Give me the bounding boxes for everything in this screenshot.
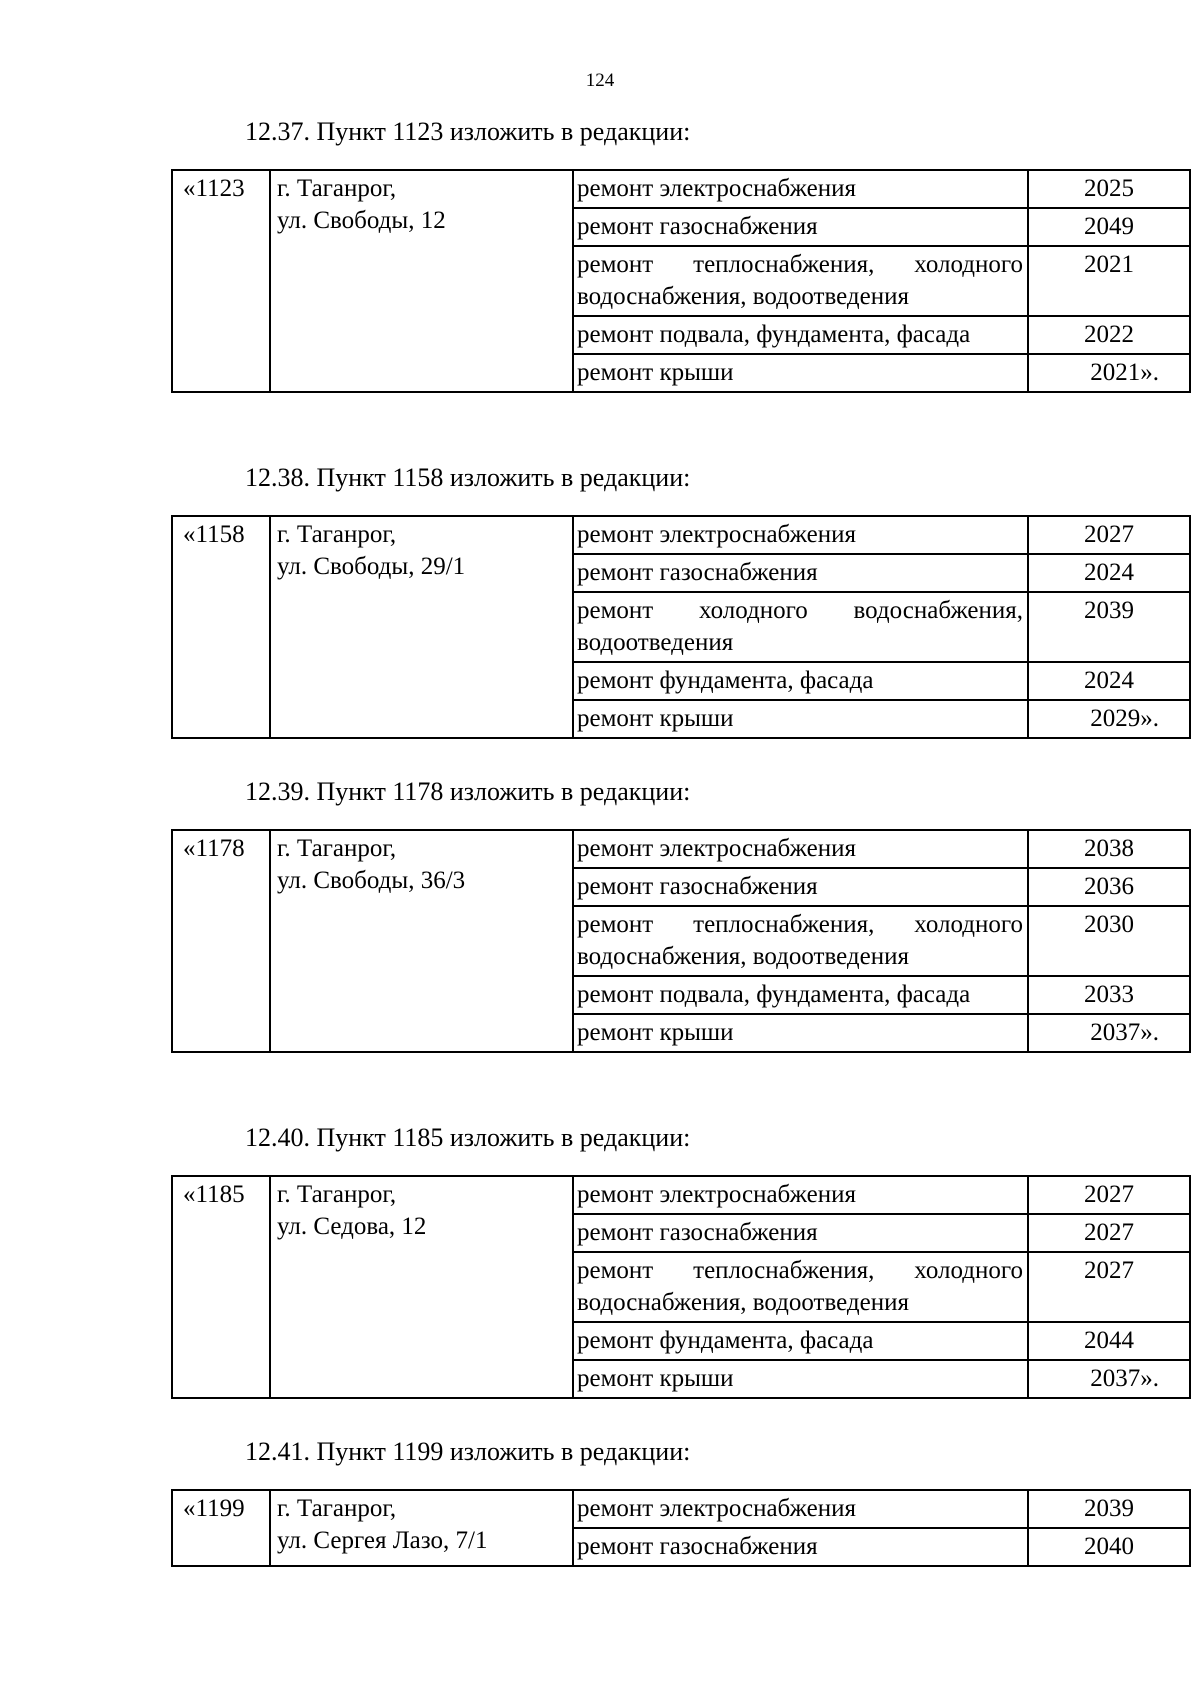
year-cell: 2027 — [1028, 1252, 1190, 1322]
work-cell: ремонт электроснабжения — [573, 830, 1028, 868]
amendment-table — [171, 515, 1191, 739]
address-city: г. Таганрог, — [277, 835, 397, 862]
item-number-cell: «1158 — [172, 516, 270, 738]
year-cell: 2044 — [1028, 1322, 1190, 1360]
address-street: ул. Седова, 12 — [277, 1213, 427, 1240]
work-cell: ремонт фундамента, фасада — [573, 662, 1028, 700]
item-number-cell: «1185 — [172, 1176, 270, 1398]
amendment-table — [171, 829, 1191, 1053]
address-street: ул. Свободы, 36/3 — [277, 867, 466, 894]
year-cell: 2027 — [1028, 1214, 1190, 1252]
work-cell: ремонт крыши — [573, 1014, 1028, 1052]
address-city: г. Таганрог, — [277, 1181, 397, 1208]
work-cell: ремонт электроснабжения — [573, 1176, 1028, 1214]
year-cell: 2027 — [1028, 1176, 1190, 1214]
page-number: 124 — [585, 70, 615, 91]
year-cell: 2040 — [1028, 1528, 1190, 1566]
address-street: ул. Свободы, 29/1 — [277, 553, 466, 580]
amendment-table — [171, 169, 1191, 393]
work-cell: ремонт газоснабжения — [573, 1528, 1028, 1566]
work-cell: ремонт крыши — [573, 1360, 1028, 1398]
work-cell: ремонт подвала, фундамента, фасада — [573, 316, 1028, 354]
amendment-table — [171, 1175, 1191, 1399]
address-city: г. Таганрог, — [277, 175, 397, 202]
work-cell: ремонт крыши — [573, 354, 1028, 392]
year-cell: 2037». — [1028, 1360, 1190, 1398]
year-cell: 2049 — [1028, 208, 1190, 246]
year-cell: 2038 — [1028, 830, 1190, 868]
work-cell: ремонт газоснабжения — [573, 868, 1028, 906]
table-row — [172, 1490, 1190, 1528]
address-city: г. Таганрог, — [277, 1495, 397, 1522]
section-heading: 12.41. Пункт 1199 изложить в редакции: — [245, 1437, 691, 1466]
item-number-cell: «1123 — [172, 170, 270, 392]
year-cell: 2037». — [1028, 1014, 1190, 1052]
section-heading: 12.39. Пункт 1178 изложить в редакции: — [245, 777, 691, 806]
work-cell: ремонт газоснабжения — [573, 208, 1028, 246]
work-cell: ремонт холодного водоснабжения, водоотведения — [573, 592, 1028, 662]
address-street: ул. Сергея Лазо, 7/1 — [277, 1527, 488, 1554]
year-cell: 2039 — [1028, 592, 1190, 662]
work-cell: ремонт газоснабжения — [573, 1214, 1028, 1252]
work-cell: ремонт подвала, фундамента, фасада — [573, 976, 1028, 1014]
work-cell: ремонт теплоснабжения, холодного водоснабжения, водоотведения — [573, 1252, 1028, 1322]
table-row — [172, 170, 1190, 208]
year-cell: 2033 — [1028, 976, 1190, 1014]
work-cell: ремонт теплоснабжения, холодного водоснабжения, водоотведения — [573, 906, 1028, 976]
amendment-table — [171, 1489, 1191, 1567]
address-street: ул. Свободы, 12 — [277, 207, 446, 234]
section-heading: 12.38. Пункт 1158 изложить в редакции: — [245, 463, 691, 492]
work-cell: ремонт электроснабжения — [573, 1490, 1028, 1528]
work-cell: ремонт газоснабжения — [573, 554, 1028, 592]
item-number-cell: «1199 — [172, 1490, 270, 1566]
address-cell — [270, 1490, 573, 1566]
item-number-cell: «1178 — [172, 830, 270, 1052]
address-cell — [270, 516, 573, 738]
year-cell: 2030 — [1028, 906, 1190, 976]
year-cell: 2024 — [1028, 554, 1190, 592]
address-cell — [270, 170, 573, 392]
address-city: г. Таганрог, — [277, 521, 397, 548]
year-cell: 2021». — [1028, 354, 1190, 392]
work-cell: ремонт электроснабжения — [573, 516, 1028, 554]
work-cell: ремонт фундамента, фасада — [573, 1322, 1028, 1360]
table-row — [172, 516, 1190, 554]
year-cell: 2027 — [1028, 516, 1190, 554]
year-cell: 2025 — [1028, 170, 1190, 208]
year-cell: 2022 — [1028, 316, 1190, 354]
year-cell: 2024 — [1028, 662, 1190, 700]
year-cell: 2036 — [1028, 868, 1190, 906]
address-cell — [270, 830, 573, 1052]
year-cell: 2029». — [1028, 700, 1190, 738]
year-cell: 2039 — [1028, 1490, 1190, 1528]
work-cell: ремонт теплоснабжения, холодного водоснабжения, водоотведения — [573, 246, 1028, 316]
table-row — [172, 830, 1190, 868]
year-cell: 2021 — [1028, 246, 1190, 316]
section-heading: 12.40. Пункт 1185 изложить в редакции: — [245, 1123, 691, 1152]
address-cell — [270, 1176, 573, 1398]
section-heading: 12.37. Пункт 1123 изложить в редакции: — [245, 117, 691, 146]
work-cell: ремонт крыши — [573, 700, 1028, 738]
table-row — [172, 1176, 1190, 1214]
work-cell: ремонт электроснабжения — [573, 170, 1028, 208]
